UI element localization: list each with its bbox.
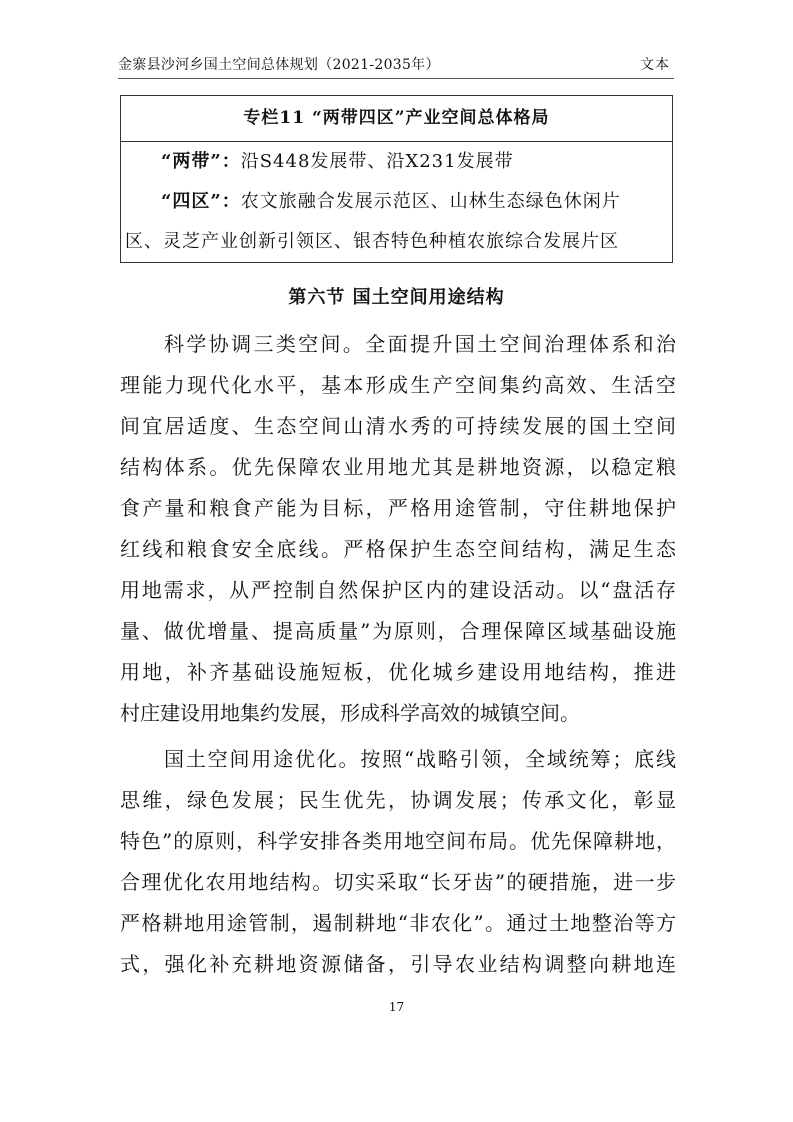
paragraph-line: 思维，绿色发展；民生优先，协调发展；传承文化，彰显 xyxy=(120,788,676,812)
feature-box-text: 沿S448发展带、沿X231发展带 xyxy=(240,151,514,172)
paragraph-land-use-optimization xyxy=(120,739,676,985)
page-number: 17 xyxy=(388,1000,405,1014)
feature-box-text: 农文旅融合发展示范区、山林生态绿色休闲片 xyxy=(240,191,621,212)
paragraph-space-coordination xyxy=(120,324,676,734)
paragraph-line: 严格耕地用途管制，遏制耕地“非农化”。通过土地整治等方 xyxy=(120,911,676,935)
paragraph-line: 科学协调三类空间。全面提升国土空间治理体系和治 xyxy=(164,332,676,356)
header-doc-type: 文本 xyxy=(640,57,670,73)
paragraph-line: 结构体系。优先保障农业用地尤其是耕地资源，以稳定粮 xyxy=(120,455,676,479)
feature-box-line xyxy=(125,222,668,262)
paragraph-line: 红线和粮食安全底线。严格保护生态空间结构，满足生态 xyxy=(120,537,676,561)
paragraph-line: 理能力现代化水平，基本形成生产空间集约高效、生活空 xyxy=(120,373,676,397)
section-title: 第六节 国土空间用途结构 xyxy=(288,287,505,308)
feature-box-text: 区、灵芝产业创新引领区、银杏特色种植农旅综合发展片区 xyxy=(125,231,619,252)
feature-box-line xyxy=(125,182,668,222)
paragraph-line: 间宜居适度、生态空间山清水秀的可持续发展的国土空间 xyxy=(120,414,676,438)
paragraph-line: 食产量和粮食产能为目标，严格用途管制，守住耕地保护 xyxy=(120,496,676,520)
feature-box-label: “四区”： xyxy=(161,191,241,212)
feature-box-body xyxy=(121,142,672,262)
feature-box-title: 专栏11 “两带四区”产业空间总体格局 xyxy=(121,96,672,142)
paragraph-line: 特色”的原则，科学安排各类用地空间布局。优先保障耕地， xyxy=(120,829,676,853)
paragraph-line: 村庄建设用地集约发展，形成科学高效的城镇空间。 xyxy=(120,701,580,725)
feature-box xyxy=(120,95,673,263)
paragraph-line: 合理优化农用地结构。切实采取“长牙齿”的硬措施，进一步 xyxy=(120,870,676,894)
header-title: 金寨县沙河乡国土空间总体规划（2021-2035年） xyxy=(118,57,440,73)
paragraph-line: 量、做优增量、提高质量”为原则，合理保障区域基础设施 xyxy=(120,619,676,643)
paragraph-line: 用地，补齐基础设施短板，优化城乡建设用地结构，推进 xyxy=(120,660,676,684)
page-header xyxy=(118,52,674,79)
paragraph-line: 用地需求，从严控制自然保护区内的建设活动。以“盘活存 xyxy=(120,578,676,602)
paragraph-line: 国土空间用途优化。按照“战略引领，全域统筹；底线 xyxy=(164,747,676,771)
feature-box-label: “两带”： xyxy=(161,151,241,172)
feature-box-line xyxy=(125,142,668,182)
paragraph-line: 式，强化补充耕地资源储备，引导农业结构调整向耕地连 xyxy=(120,952,676,976)
